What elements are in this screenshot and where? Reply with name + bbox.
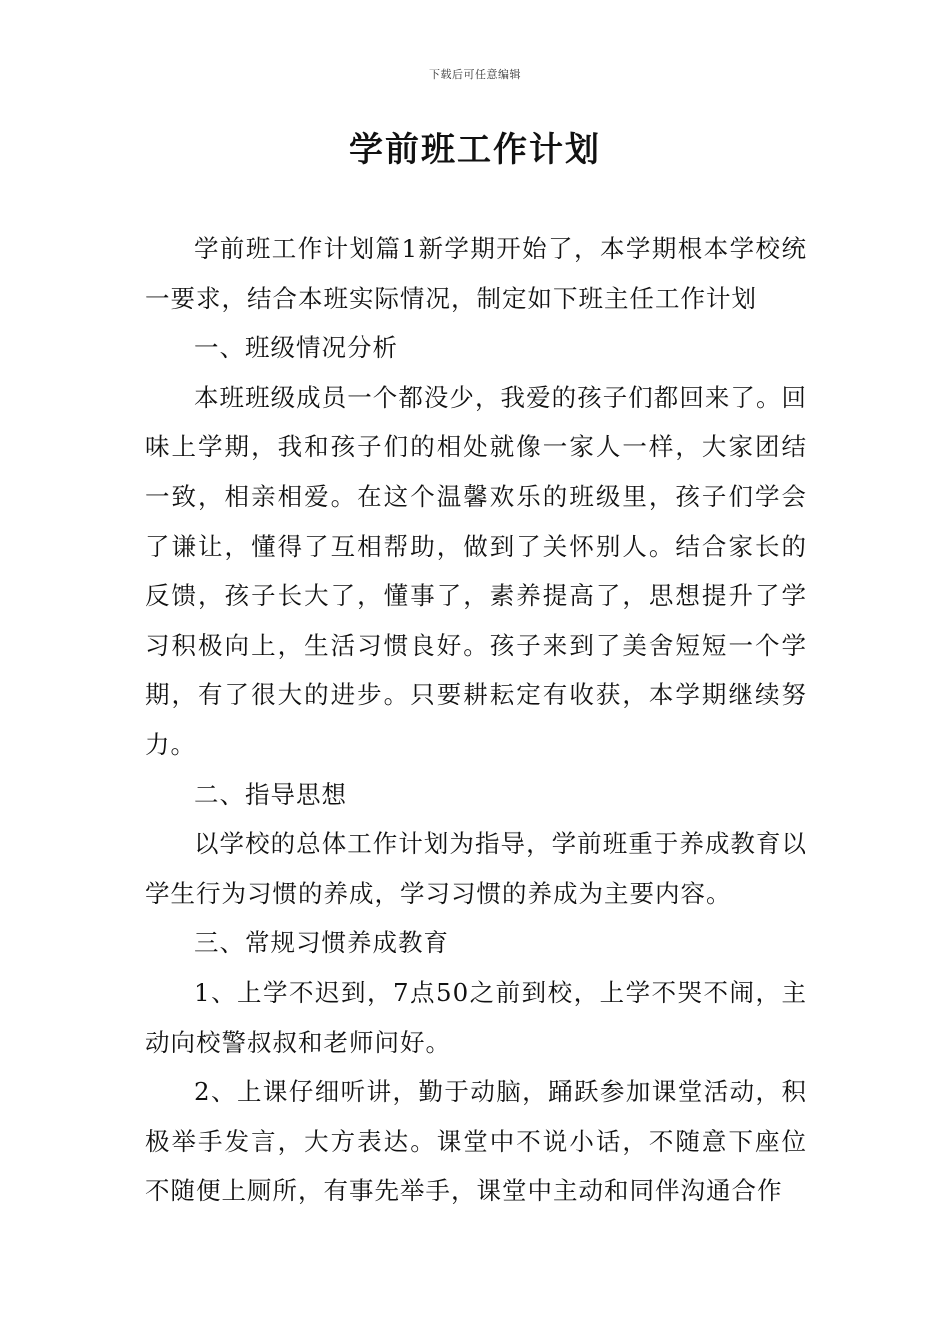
paragraph-class-analysis: 本班班级成员一个都没少，我爱的孩子们都回来了。回味上学期，我和孩子们的相处就像一家人一样，大家团结一致，相亲相爱。在这个温馨欢乐的班级里，孩子们学会了谦让，懂得了互相帮助，做到了关怀别人。结合家长的反馈，孩子长大了，懂事了，素养提高了，思想提升了学习积极向上，生活习惯良好。孩子来到了美舍短短一个学期，有了很大的进步。只要耕耘定有收获，本学期继续努力。	[145, 382, 807, 759]
paragraph-habit-item-2: 2、上课仔细听讲，勤于动脑，踊跃参加课堂活动，积极举手发言，大方表达。课堂中不说小话，不随意下座位不随便上厕所，有事先举手，课堂中主动和同伴沟通合作	[145, 1077, 807, 1206]
document-title: 学前班工作计划	[349, 130, 601, 170]
section-heading-habit-education: 三、常规习惯养成教育	[194, 928, 449, 958]
document-body	[145, 224, 807, 1216]
section-heading-guiding-ideology: 二、指导思想	[194, 779, 347, 809]
header-note: 下载后可任意编辑	[429, 68, 521, 81]
paragraph-guiding-ideology: 以学校的总体工作计划为指导，学前班重于养成教育以学生行为习惯的养成，学习习惯的养成为主要内容。	[145, 829, 807, 908]
paragraph-intro: 学前班工作计划篇1新学期开始了，本学期根本学校统一要求，结合本班实际情况，制定如下班主任工作计划	[145, 234, 807, 313]
paragraph-habit-item-1: 1、上学不迟到，7点50之前到校，上学不哭不闹，主动向校警叔叔和老师问好。	[145, 977, 807, 1057]
section-heading-class-analysis: 一、班级情况分析	[194, 333, 398, 363]
